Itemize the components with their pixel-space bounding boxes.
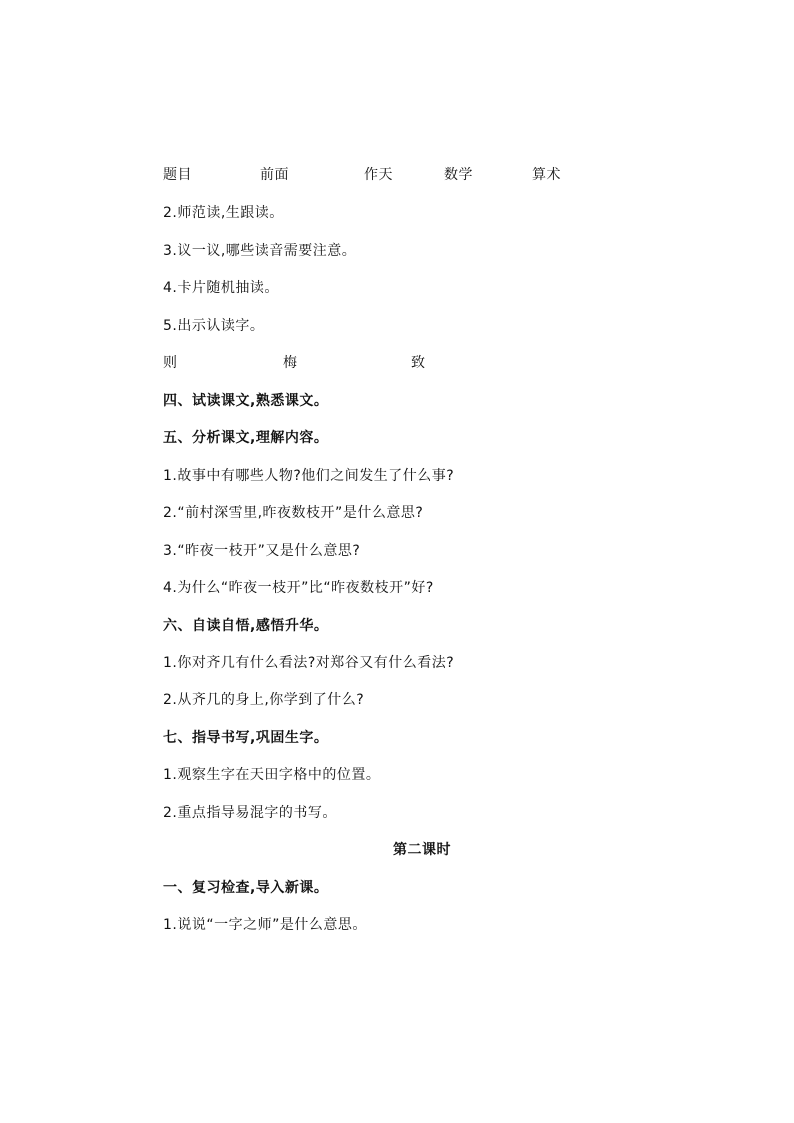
section-heading: 五、分析课文,理解内容。 bbox=[163, 430, 329, 446]
section-heading: 四、试读课文,熟悉课文。 bbox=[163, 393, 329, 409]
vocab-word: 前面 bbox=[260, 167, 289, 183]
char-word: 则 bbox=[163, 355, 178, 371]
list-item: 4.为什么“昨夜一枝开”比“昨夜数枝开”好? bbox=[163, 580, 434, 596]
section-heading: 六、自读自悟,感悟升华。 bbox=[163, 618, 329, 634]
list-item: 2.师范读,生跟读。 bbox=[163, 205, 284, 221]
list-item: 5.出示认读字。 bbox=[163, 318, 265, 334]
list-item: 1.观察生字在天田字格中的位置。 bbox=[163, 767, 381, 783]
list-item: 2.从齐几的身上,你学到了什么? bbox=[163, 692, 365, 708]
vocab-word: 数学 bbox=[444, 167, 473, 183]
list-item: 1.你对齐几有什么看法?对郑谷又有什么看法? bbox=[163, 655, 455, 671]
vocab-word: 算术 bbox=[532, 167, 561, 183]
vocab-word: 题目 bbox=[163, 167, 192, 183]
lesson-title: 第二课时 bbox=[393, 842, 451, 858]
vocab-word: 作天 bbox=[364, 167, 393, 183]
section-heading: 一、复习检查,导入新课。 bbox=[163, 880, 329, 896]
list-item: 4.卡片随机抽读。 bbox=[163, 280, 279, 296]
char-word: 梅 bbox=[283, 355, 298, 371]
section-heading: 七、指导书写,巩固生字。 bbox=[163, 730, 329, 746]
list-item: 2.“前村深雪里,昨夜数枝开”是什么意思? bbox=[163, 505, 424, 521]
list-item: 3.“昨夜一枝开”又是什么意思? bbox=[163, 543, 361, 559]
char-word: 致 bbox=[411, 355, 426, 371]
list-item: 1.故事中有哪些人物?他们之间发生了什么事? bbox=[163, 468, 455, 484]
list-item: 2.重点指导易混字的书写。 bbox=[163, 805, 337, 821]
list-item: 3.议一议,哪些读音需要注意。 bbox=[163, 243, 357, 259]
list-item: 1.说说“一字之师”是什么意思。 bbox=[163, 917, 367, 933]
